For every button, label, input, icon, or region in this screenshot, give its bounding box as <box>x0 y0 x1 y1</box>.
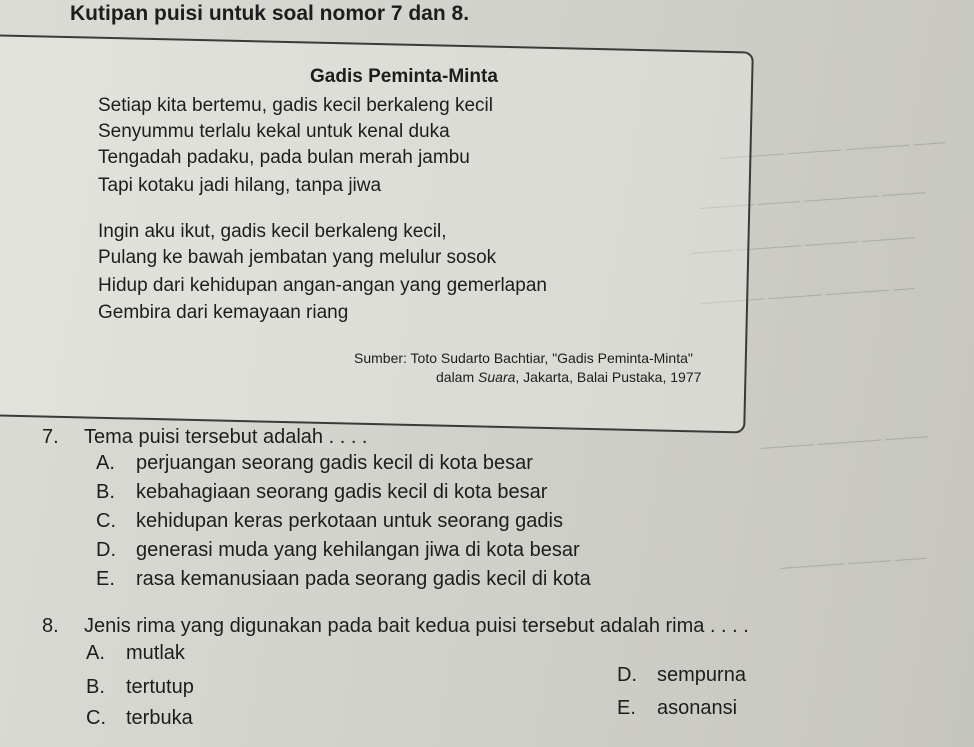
question-number: 7. <box>42 426 59 448</box>
question-text: Tema puisi tersebut adalah . . . . <box>84 426 368 448</box>
q8-option-d: D. sempurna <box>617 664 746 686</box>
q7-option-b: B. kebahagiaan seorang gadis kecil di kota besar <box>96 481 548 503</box>
question-7 <box>42 426 368 449</box>
poem-line: Gembira dari kemayaan riang <box>98 302 349 323</box>
poem-title: Gadis Peminta-Minta <box>310 66 498 87</box>
q7-option-a: A. perjuangan seorang gadis kecil di kota besar <box>96 452 533 474</box>
q7-option-c: C. kehidupan keras perkotaan untuk seorang gadis <box>96 510 563 532</box>
page-heading: Kutipan puisi untuk soal nomor 7 dan 8. <box>70 2 470 25</box>
q8-option-c: C. terbuka <box>86 707 193 729</box>
q7-option-d: D. generasi muda yang kehilangan jiwa di kota besar <box>96 539 580 561</box>
poem-line: Setiap kita bertemu, gadis kecil berkaleng kecil <box>98 95 493 116</box>
question-text: Jenis rima yang digunakan pada bait kedua puisi tersebut adalah rima . . . . <box>84 615 749 637</box>
poem-source-line-2: dalam Suara, Jakarta, Balai Pustaka, 1977 <box>436 369 702 385</box>
question-number: 8. <box>42 615 59 637</box>
question-8 <box>42 615 749 638</box>
q8-option-b: B. tertutup <box>86 676 194 698</box>
poem-source-line-1: Sumber: Toto Sudarto Bachtiar, "Gadis Peminta-Minta" <box>354 350 693 366</box>
poem-line: Senyummu terlalu kekal untuk kenal duka <box>98 121 450 142</box>
poem-line: Ingin aku ikut, gadis kecil berkaleng kecil, <box>98 221 447 242</box>
poem-line: Tengadah padaku, pada bulan merah jambu <box>98 147 470 168</box>
q8-option-e: E. asonansi <box>617 697 738 719</box>
q7-option-e: E. rasa kemanusiaan pada seorang gadis kecil di kota <box>96 568 591 590</box>
poem-line: Tapi kotaku jadi hilang, tanpa jiwa <box>98 175 382 196</box>
q8-option-a: A. mutlak <box>86 642 185 664</box>
poem-line: Hidup dari kehidupan angan-angan yang gemerlapan <box>98 275 547 296</box>
poem-line: Pulang ke bawah jembatan yang melulur sosok <box>98 247 497 268</box>
